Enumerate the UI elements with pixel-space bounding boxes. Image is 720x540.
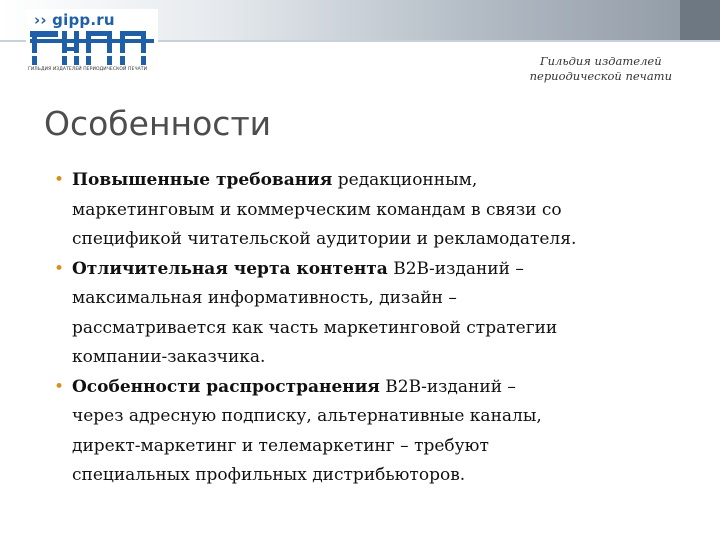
bullet-item-content xyxy=(52,255,712,373)
slide-title: Особенности xyxy=(44,104,272,143)
bullet-item-distribution xyxy=(52,373,712,491)
logo-url: ›› gipp.ru xyxy=(34,11,115,29)
bullet-text: редакционным, xyxy=(332,170,478,190)
header-bar-corner xyxy=(680,0,720,40)
bullet-bold-text: Отличительная черта контента xyxy=(72,258,388,279)
guild-name-line-1: Гильдия издателей xyxy=(539,54,662,68)
bullet-text: компании-заказчика. xyxy=(72,347,266,367)
bullet-bold-text: Особенности распространения xyxy=(72,376,380,397)
bullet-dot-icon: • xyxy=(54,376,65,397)
bullet-list xyxy=(52,166,712,491)
bullet-text: В2В-изданий – xyxy=(379,376,516,397)
bullet-text: рассматривается как часть маркетинговой стратегии xyxy=(72,317,558,338)
bullet-text: через адресную подписку, альтернативные каналы, xyxy=(72,406,542,426)
guild-name-line-2: периодической печати xyxy=(529,69,672,83)
bullet-text: максимальная информативность, дизайн – xyxy=(72,288,457,308)
bullet-bold-text: Повышенные требования xyxy=(72,170,333,190)
bullet-dot-icon: • xyxy=(54,170,65,190)
bullet-text: спецификой читательской аудитории и рекламодателя. xyxy=(72,229,577,249)
bullet-item-requirements xyxy=(52,166,712,255)
gipp-logo-mark-icon xyxy=(30,31,154,65)
bullet-text: специальных профильных дистрибьюторов. xyxy=(72,465,466,485)
gipp-logo xyxy=(26,9,158,75)
bullet-dot-icon: • xyxy=(54,258,65,279)
bullet-text: маркетинговым и коммерческим командам в связи со xyxy=(72,199,562,220)
bullet-text: директ-маркетинг и телемаркетинг – требуют xyxy=(72,435,489,456)
guild-name xyxy=(530,54,672,84)
logo-caption: ГИЛЬДИЯ ИЗДАТЕЛЕЙ ПЕРИОДИЧЕСКОЙ ПЕЧАТИ xyxy=(28,67,148,72)
bullet-text: В2В-изданий – xyxy=(387,258,524,279)
